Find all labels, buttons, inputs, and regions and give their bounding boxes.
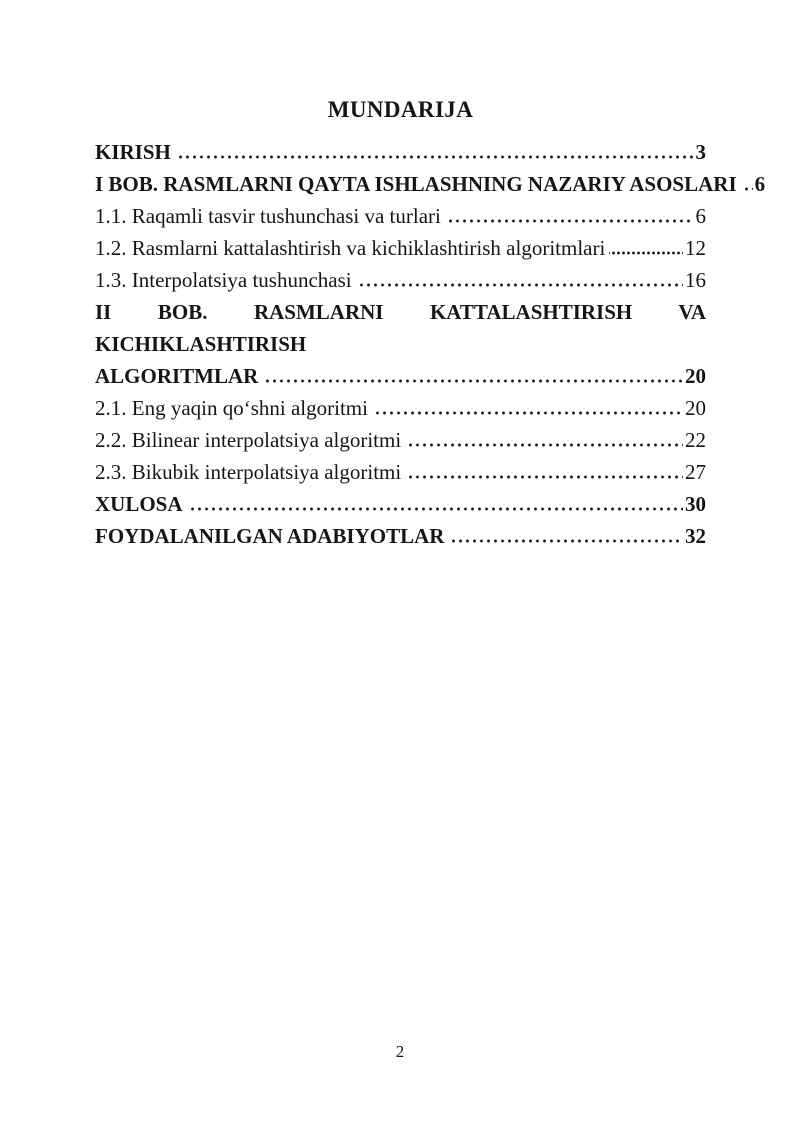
toc-dot-leader — [372, 392, 683, 424]
toc-dot-leader — [405, 456, 683, 488]
toc-entry-label: KIRISH — [95, 140, 171, 164]
toc-entry-label: 2.3. Bikubik interpolatsiya algoritmi — [95, 460, 402, 484]
toc-dot-leader — [175, 136, 694, 168]
toc-entry-label: 1.3. Interpolatsiya tushunchasi — [95, 268, 352, 292]
toc-dot-leader — [356, 264, 683, 296]
toc-entry-page: 30 — [685, 492, 706, 516]
toc-entry-page: 22 — [685, 428, 706, 452]
toc-entry — [95, 264, 706, 296]
toc-entry-label: 1.2. Rasmlarni kattalashtirish va kichiklashtirish algoritmlari — [95, 236, 606, 260]
toc-entry — [95, 456, 706, 488]
toc-entry-page: 20 — [685, 396, 706, 420]
toc-entry-label: I BOB. RASMLARNI QAYTA ISHLASHNING NAZARIY ASOSLARI — [95, 172, 737, 196]
page-title: MUNDARIJA — [327, 97, 474, 122]
toc-dot-leader — [405, 424, 683, 456]
page-number: 2 — [395, 1042, 405, 1061]
toc-dot-leader — [448, 520, 683, 552]
toc-entry-page: 6 — [695, 204, 706, 228]
toc-entry-page: 20 — [685, 364, 706, 388]
toc-entry-label: ALGORITMLAR — [95, 364, 259, 388]
toc-entry-label: 2.2. Bilinear interpolatsiya algoritmi — [95, 428, 402, 452]
page-content — [95, 94, 766, 552]
toc-entry — [95, 520, 706, 552]
toc-entry — [95, 136, 706, 168]
toc-dot-leader — [187, 488, 683, 520]
toc-entry — [95, 296, 706, 360]
toc-dot-leader — [445, 200, 694, 232]
toc-entry-label: XULOSA — [95, 492, 183, 516]
toc-dot-leader — [609, 232, 683, 264]
toc-entry — [95, 232, 706, 264]
toc-entry — [95, 200, 706, 232]
toc-entry — [95, 392, 706, 424]
toc-entry-page: 3 — [695, 140, 706, 164]
toc-entry-page: 12 — [685, 236, 706, 260]
toc-dot-leader — [741, 168, 753, 200]
toc-entry-page: 6 — [754, 172, 766, 196]
toc-entry — [95, 168, 766, 200]
toc-entry-page: 32 — [685, 524, 706, 548]
toc-entry-page: 27 — [685, 460, 706, 484]
toc-list — [95, 136, 766, 552]
toc-entry-page: 16 — [685, 268, 706, 292]
toc-entry-label: FOYDALANILGAN ADABIYOTLAR — [95, 524, 445, 548]
toc-entry — [95, 360, 706, 392]
toc-entry-label: II BOB. RASMLARNI KATTALASHTIRISH VA KICHIKLASHTIRISH — [95, 300, 706, 356]
toc-entry — [95, 424, 706, 456]
toc-dot-leader — [262, 360, 683, 392]
toc-entry-label: 1.1. Raqamli tasvir tushunchasi va turlari — [95, 204, 441, 228]
toc-entry-label: 2.1. Eng yaqin qo‘shni algoritmi — [95, 396, 368, 420]
toc-entry — [95, 488, 706, 520]
